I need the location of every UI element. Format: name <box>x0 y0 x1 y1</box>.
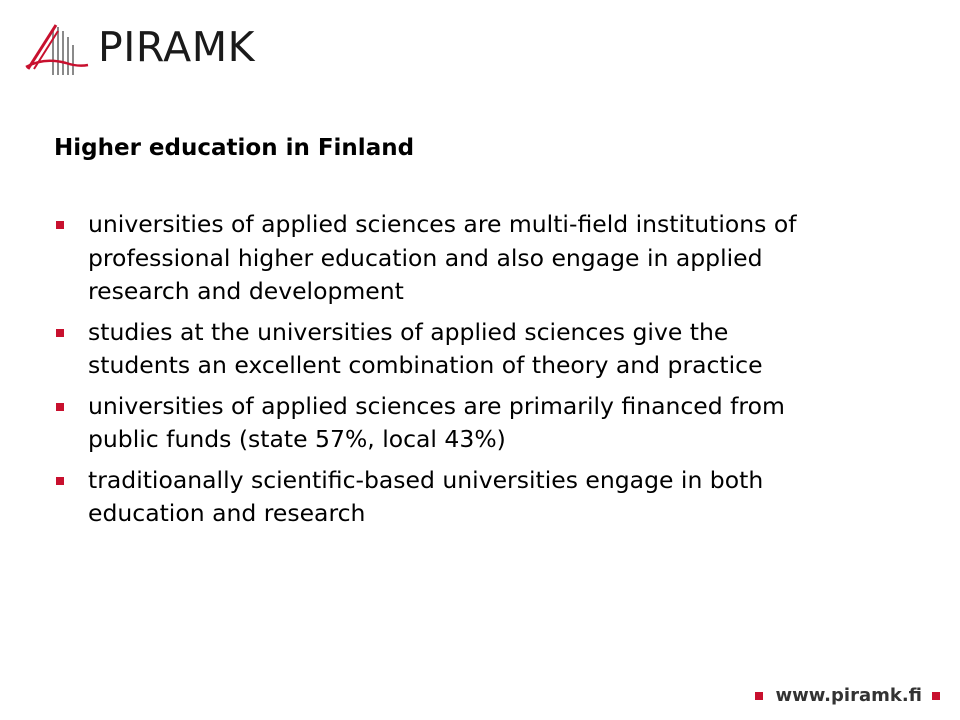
bullet-square-icon <box>56 477 64 485</box>
footer-square-icon <box>932 692 940 700</box>
piramk-logo <box>22 16 288 78</box>
bullet-text: traditioanally scientific-based universities engage in both education and research <box>88 465 764 527</box>
footer-url-link[interactable]: www.piramk.fi <box>775 685 922 706</box>
footer <box>755 685 940 706</box>
logo-text: PIRAMK <box>98 22 255 71</box>
slide-title: Higher education in Finland <box>54 135 415 161</box>
bullet-square-icon <box>56 221 64 229</box>
bullet-item <box>54 208 834 309</box>
bullet-list <box>54 208 834 538</box>
footer-square-icon <box>755 692 763 700</box>
piramk-pyramid-logo-icon <box>22 17 92 77</box>
bullet-item <box>54 316 834 383</box>
bullet-square-icon <box>56 329 64 337</box>
bullet-item <box>54 464 834 531</box>
bullet-text: universities of applied sciences are multi-field institutions of professional higher education and also engage in applied research and development <box>88 210 797 305</box>
bullet-text: universities of applied sciences are primarily financed from public funds (state 57%, local 43%) <box>88 391 785 453</box>
bullet-text: studies at the universities of applied sciences give the students an excellent combination of theory and practice <box>88 317 763 379</box>
bullet-square-icon <box>56 403 64 411</box>
bullet-item <box>54 390 834 457</box>
